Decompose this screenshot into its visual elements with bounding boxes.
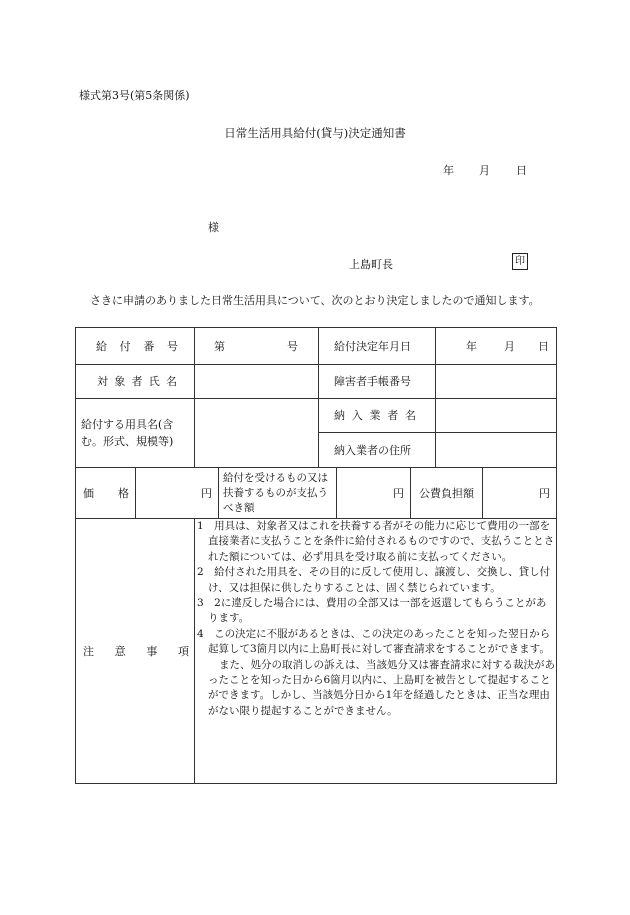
table-rule bbox=[194, 327, 195, 467]
note-item: 2 給付された用具を、その目的に反して使用し、譲渡し、交換し、貸し付け、又は担保に供したりすることは、固く禁じられています。 bbox=[197, 566, 551, 594]
label-char: 給 bbox=[96, 339, 107, 353]
label-char: 号 bbox=[166, 339, 178, 353]
table-rule bbox=[75, 783, 557, 784]
copayment-label: 給付を受けるもの又は扶養するものが支払うべき額 bbox=[223, 471, 328, 514]
recipient-honorific: 様 bbox=[208, 221, 219, 234]
label-char: 入 bbox=[351, 409, 363, 422]
decision-date-day: 日 bbox=[538, 339, 549, 353]
vendor-address-label: 納入業者の住所 bbox=[334, 443, 411, 457]
label-char: 付 bbox=[119, 339, 131, 353]
equipment-name-label: 給付する用具名(含む。形式、規模等) bbox=[81, 418, 174, 448]
issue-date bbox=[443, 162, 527, 178]
price-label bbox=[83, 468, 129, 518]
label-char: 注 bbox=[83, 644, 94, 658]
public-burden-label: 公費負担額 bbox=[419, 486, 474, 500]
table-rule bbox=[75, 327, 76, 784]
label-char: 名 bbox=[166, 375, 177, 388]
label-char: 氏 bbox=[148, 375, 160, 388]
copayment-yen-unit: 円 bbox=[393, 486, 404, 500]
table-rule bbox=[194, 518, 195, 784]
benefit-number-label bbox=[96, 328, 178, 364]
issue-date-day: 日 bbox=[516, 164, 527, 177]
subject-name-label bbox=[97, 365, 177, 398]
public-burden-yen-unit: 円 bbox=[539, 486, 550, 500]
label-char: 事 bbox=[146, 644, 158, 658]
label-char: 納 bbox=[334, 409, 345, 422]
issue-date-month: 月 bbox=[479, 164, 490, 177]
label-char: 象 bbox=[114, 375, 126, 388]
label-char: 番 bbox=[143, 339, 155, 353]
seal-mark: 印 bbox=[512, 253, 528, 270]
note-item: 3 2に違反した場合には、費用の全部又は一部を返還してもらうことがあります。 bbox=[197, 597, 547, 625]
label-char: 意 bbox=[114, 644, 126, 658]
issuer-name: 上島町長 bbox=[349, 258, 393, 271]
table-rule bbox=[218, 467, 219, 518]
table-rule bbox=[556, 327, 557, 784]
decision-date-year: 年 bbox=[466, 339, 477, 353]
document-title: 日常生活用具給付(貸与)決定通知書 bbox=[224, 126, 406, 140]
note-item: 1 用具は、対象者又はこれを扶養する者がその能力に応じて費用の一部を直接業者に支払うことを条件に給付されるものですので、支払うこととされた額については、必ず用具を受け取る前に支払ってください。 bbox=[197, 520, 555, 563]
decision-date-field bbox=[466, 328, 556, 364]
label-char: 名 bbox=[405, 409, 416, 422]
form-number: 様式第3号(第5条関係) bbox=[79, 89, 190, 102]
price-yen-unit: 円 bbox=[201, 486, 212, 500]
decision-date-month: 月 bbox=[504, 339, 515, 353]
vendor-name-label bbox=[334, 399, 416, 432]
notes-label bbox=[83, 519, 189, 783]
table-rule bbox=[435, 327, 436, 467]
decision-date-label: 給付決定年月日 bbox=[334, 339, 411, 353]
number-suffix: 号 bbox=[287, 339, 298, 353]
table-rule bbox=[318, 327, 319, 467]
benefit-number-field bbox=[214, 328, 298, 364]
intro-paragraph: さきに申請のありました日常生活用具について、次のとおり決定しましたので通知します。 bbox=[90, 294, 540, 307]
label-char: 価 bbox=[83, 486, 94, 500]
issue-date-year: 年 bbox=[443, 164, 454, 177]
number-prefix: 第 bbox=[214, 339, 225, 353]
label-char: 者 bbox=[131, 375, 143, 388]
label-char: 格 bbox=[118, 486, 129, 500]
label-char: 業 bbox=[369, 409, 381, 422]
label-char: 項 bbox=[177, 644, 189, 658]
note-item: 4 この決定に不服があるときは、この決定のあったことを知った翌日から起算して3箇月以内に上島町長に対して審査請求をすることができます。 bbox=[197, 627, 551, 656]
label-char: 者 bbox=[387, 409, 399, 422]
handbook-number-label: 障害者手帳番号 bbox=[334, 375, 411, 388]
label-char: 対 bbox=[97, 375, 108, 388]
notes-content bbox=[197, 519, 555, 719]
note-item-continuation: また、処分の取消しの訴えは、当該処分又は審査請求に対する裁決があったことを知った日から6箇月以内に、上島町を被告として提起することができます。しかし、当該処分日から1年を経過したときは、正当な理由がない限り提起することができません。 bbox=[208, 658, 555, 717]
